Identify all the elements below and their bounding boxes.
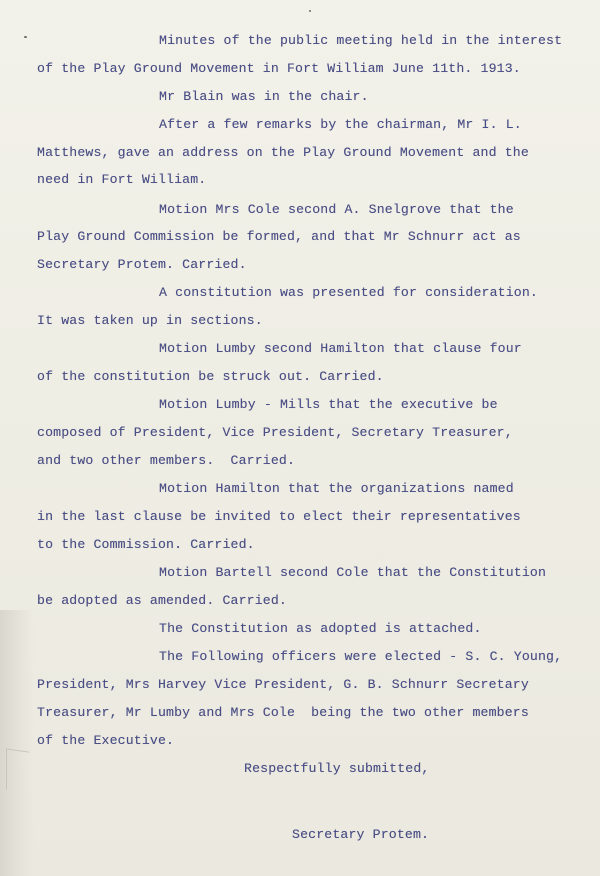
text-line: in the last clause be invited to elect their representatives: [37, 509, 521, 524]
text-line: and two other members. Carried.: [37, 453, 296, 468]
text-line: The Constitution as adopted is attached.: [159, 621, 482, 636]
text-line: Motion Lumby - Mills that the executive be: [159, 397, 498, 412]
text-line: need in Fort William.: [37, 172, 207, 187]
closing-line: Respectfully submitted,: [244, 761, 430, 776]
text-line: composed of President, Vice President, Secretary Treasurer,: [37, 425, 513, 440]
text-line: Motion Hamilton that the organizations named: [159, 481, 514, 496]
text-line: Mr Blain was in the chair.: [159, 89, 369, 104]
text-line: to the Commission. Carried.: [37, 537, 255, 552]
text-line: A constitution was presented for consideration.: [159, 285, 538, 300]
text-line: Minutes of the public meeting held in the interest: [159, 33, 563, 48]
paper-edge: [0, 610, 34, 876]
text-line: It was taken up in sections.: [37, 313, 263, 328]
text-line: Motion Lumby second Hamilton that clause four: [159, 341, 522, 356]
text-line: After a few remarks by the chairman, Mr I. L.: [159, 117, 522, 132]
text-line: of the Play Ground Movement in Fort William June 11th. 1913.: [37, 61, 521, 76]
text-line: Secretary Protem. Carried.: [37, 257, 247, 272]
text-line: Motion Bartell second Cole that the Constitution: [159, 565, 547, 580]
text-line: The Following officers were elected - S. C. Young,: [159, 649, 563, 664]
text-line: President, Mrs Harvey Vice President, G. B. Schnurr Secretary: [37, 677, 529, 692]
text-line: Motion Mrs Cole second A. Snelgrove that the: [159, 202, 514, 217]
paper-speck: [309, 10, 311, 12]
text-line: of the constitution be struck out. Carried.: [37, 369, 384, 384]
text-line: of the Executive.: [37, 733, 175, 748]
signature-line: Secretary Protem.: [292, 827, 430, 842]
text-line: Treasurer, Mr Lumby and Mrs Cole being the two other members: [37, 705, 529, 720]
text-line: Matthews, gave an address on the Play Ground Movement and the: [37, 145, 529, 160]
text-line: Play Ground Commission be formed, and that Mr Schnurr act as: [37, 229, 521, 244]
text-line: be adopted as amended. Carried.: [37, 593, 287, 608]
